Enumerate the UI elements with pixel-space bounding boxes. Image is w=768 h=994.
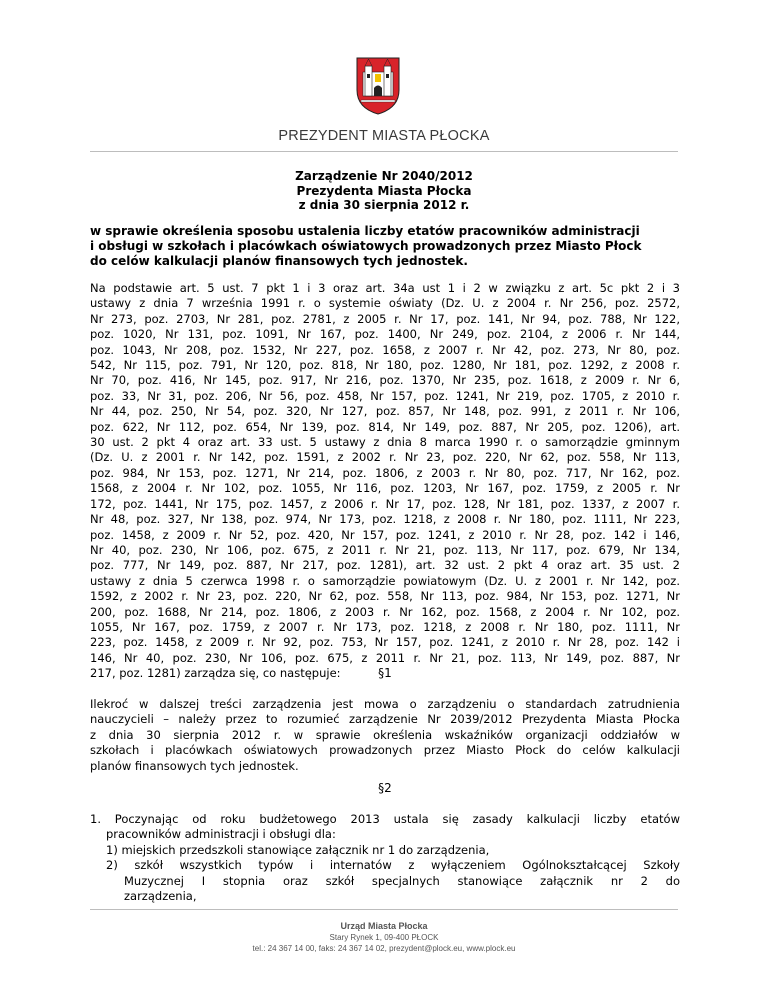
sub-list-item-continued: Muzycznej I stopnia oraz szkół specjalnych stanowiące załącznik nr 2 do [124,873,680,888]
legal-line: poz. 622, Nr 112, poz. 654, Nr 139, poz. 814, Nr 149, poz. 887, Nr 205, poz. 1206), art. [90,419,680,434]
section-2-list [90,812,680,904]
footer-office-name: Urząd Miasta Płocka [340,921,428,931]
coat-of-arms-icon [355,56,401,116]
legal-basis [90,281,680,682]
legal-line: poz. 33, Nr 31, poz. 206, Nr 56, poz. 458, Nr 157, poz. 1241, Nr 219, poz. 1705, z 2010 r. [90,388,680,403]
footer-contact: tel.: 24 367 14 00, faks: 24 367 14 02, prezydent@plock.eu, www.plock.eu [252,944,516,953]
footer [0,920,768,954]
legal-line: ustawy z dnia 5 czerwca 1998 r. o samorządzie powiatowym (Dz. U. z 2001 r. Nr 142, poz. [90,573,680,588]
footer-divider [90,909,678,910]
legal-line: 542, Nr 115, poz. 791, Nr 120, poz. 818, Nr 180, poz. 1280, Nr 181, poz. 1292, z 2008 r. [90,358,680,373]
sub-list-item: 1) miejskich przedszkoli stanowiące załącznik nr 1 do zarządzenia, [106,842,490,857]
legal-line: poz. 777, Nr 149, poz. 887, Nr 217, poz. 1281), art. 32 ust. 2 pkt 4 oraz art. 35 ust. 2 [90,558,680,573]
section-1-line: nauczycieli – należy przez to rozumieć zarządzenie Nr 2039/2012 Prezydenta Miasta Płocka [90,712,680,727]
section-1-heading: §1 [378,666,392,680]
legal-line: Nr 40, poz. 230, Nr 106, poz. 675, z 2011 r. Nr 21, poz. 113, Nr 117, poz. 679, Nr 134, [90,542,680,557]
section-1-line: Ilekroć w dalszej treści zarządzenia jest mowa o zarządzeniu o standardach zatrudnienia [90,697,680,711]
legal-line: poz. 1043, Nr 208, poz. 1532, Nr 227, poz. 1658, z 2007 r. Nr 42, poz. 273, Nr 80, poz. [90,342,680,357]
subject-line: w sprawie określenia sposobu ustalenia liczby etatów pracowników administracji [90,224,640,238]
document-subject [90,224,680,269]
title-line: z dnia 30 sierpnia 2012 r. [298,198,470,212]
section-1-line: planów finansowych tych jednostek. [90,758,299,773]
section-1-line: szkołach i placówkach oświatowych prowadzonych przez Miasto Płock do celów kalkulacji [90,743,680,758]
legal-line: ustawy z dnia 7 września 1991 r. o systemie oświaty (Dz. U. z 2004 r. Nr 256, poz. 2572, [90,296,680,311]
list-item-continued: pracowników administracji i obsługi dla: [106,827,336,842]
list-item: 1. Poczynając od roku budżetowego 2013 ustala się zasady kalkulacji liczby etatów [90,812,680,826]
legal-line: 30 ust. 2 pkt 4 oraz art. 33 ust. 5 ustawy z dnia 8 marca 1990 r. o samorządzie gminnym [90,435,680,450]
office-title: PREZYDENT MIASTA PŁOCKA [278,128,490,144]
legal-line: 200, poz. 1688, Nr 214, poz. 1806, z 2003 r. Nr 162, poz. 1568, z 2004 r. Nr 102, poz. [90,604,680,619]
legal-line: 146, Nr 40, poz. 230, Nr 106, poz. 675, z 2011 r. Nr 21, poz. 113, Nr 149, poz. 887, Nr [90,650,680,665]
header-divider [90,151,678,152]
legal-line: 223, poz. 1458, z 2009 r. Nr 92, poz. 753, Nr 157, poz. 1241, z 2010 r. Nr 28, poz. 142 i [90,635,680,650]
legal-line: 1568, z 2004 r. Nr 102, poz. 1055, Nr 116, poz. 1203, Nr 167, poz. 1759, z 2005 r. Nr [90,481,680,496]
legal-line: Nr 70, poz. 416, Nr 145, poz. 917, Nr 216, poz. 1370, Nr 235, poz. 1618, z 2009 r. Nr 6, [90,373,680,388]
section-1-text [90,697,680,774]
subject-line: do celów kalkulacji planów finansowych tych jednostek. [90,254,468,268]
sub-list-item: 2) szkół wszystkich typów i internatów z wyłączeniem Ogólnokształcącej Szkoły [106,858,680,873]
legal-line: 217, poz. 1281) zarządza się, co następuje: [90,666,341,681]
section-2-heading: §2 [378,781,392,795]
footer-address: Stary Rynek 1, 09-400 PŁOCK [329,933,439,942]
title-line: Zarządzenie Nr 2040/2012 [295,169,473,183]
legal-line: Nr 48, poz. 327, Nr 138, poz. 974, Nr 173, poz. 1218, z 2008 r. Nr 180, poz. 1111, Nr 223, [90,512,680,527]
legal-line: Na podstawie art. 5 ust. 7 pkt 1 i 3 oraz art. 34a ust 1 i 2 w związku z art. 5c pkt 2 i 3 [90,281,680,295]
section-1-line: z dnia 30 sierpnia 2012 r. w sprawie określenia wskaźników organizacji oddziałów w [90,727,680,742]
legal-line: Nr 44, poz. 250, Nr 54, poz. 320, Nr 127, poz. 857, Nr 148, poz. 991, z 2011 r. Nr 106, [90,404,680,419]
legal-line: 172, poz. 1441, Nr 175, poz. 1457, z 2006 r. Nr 17, poz. 128, Nr 181, poz. 1337, z 2007 r. [90,496,680,511]
legal-line: Nr 273, poz. 2703, Nr 281, poz. 2781, z 2005 r. Nr 17, poz. 141, Nr 94, poz. 788, Nr 122, [90,311,680,326]
legal-line: 1055, Nr 167, poz. 1759, z 2007 r. Nr 173, poz. 1218, z 2008 r. Nr 180, poz. 1111, Nr [90,619,680,634]
sub-list-item-continued: zarządzenia, [124,889,197,904]
legal-line: 1592, z 2002 r. Nr 23, poz. 220, Nr 62, poz. 558, Nr 113, poz. 984, Nr 153, poz. 1271, Nr [90,589,680,604]
legal-line: (Dz. U. z 2001 r. Nr 142, poz. 1591, z 2002 r. Nr 23, poz. 220, Nr 62, poz. 558, Nr 113, [90,450,680,465]
letterhead [0,0,768,152]
legal-line: poz. 1020, Nr 131, poz. 1091, Nr 167, poz. 1400, Nr 249, poz. 2104, z 2006 r. Nr 144, [90,327,680,342]
title-line: Prezydenta Miasta Płocka [296,183,472,198]
subject-line: i obsługi w szkołach i placówkach oświatowych prowadzonych przez Miasto Płock [90,239,642,253]
document-title [0,169,768,213]
legal-line: poz. 1458, z 2009 r. Nr 52, poz. 420, Nr 157, poz. 1241, z 2010 r. Nr 28, poz. 142 i 146, [90,527,680,542]
legal-line: poz. 984, Nr 153, poz. 1271, Nr 214, poz. 1806, z 2003 r. Nr 80, poz. 717, Nr 162, poz. [90,465,680,480]
